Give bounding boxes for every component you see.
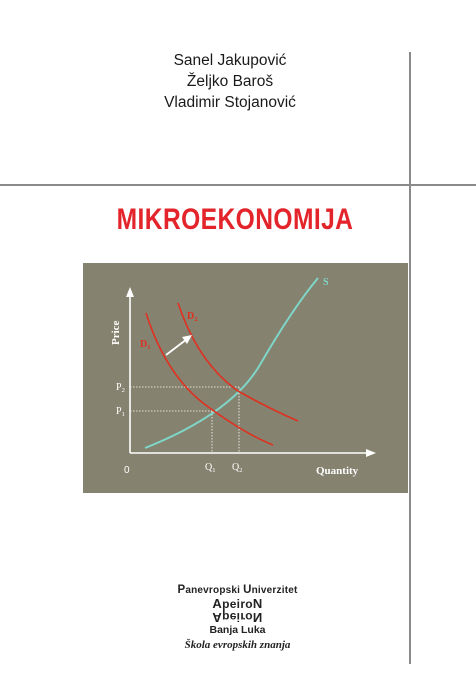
tick-label-p1: $P_1$: [116, 406, 125, 418]
horizontal-rule: [0, 184, 476, 186]
origin-label: 0: [124, 465, 130, 476]
author-name: Vladimir Stojanović: [164, 94, 296, 111]
vertical-rule: [409, 52, 411, 664]
shift-arrow: [166, 339, 187, 355]
university-name: Panevropski Univerzitet: [177, 584, 298, 596]
apeiron-logo-reflection: ApeiroN: [212, 610, 263, 625]
chart-panel: [83, 263, 408, 493]
x-axis-label: Quantity: [316, 465, 359, 477]
tick-label-q1: $Q_1$: [205, 462, 216, 474]
tick-label-p2: $P_2$: [116, 382, 125, 394]
author-name: Sanel Jakupović: [173, 52, 287, 69]
demand-curve-d1: [146, 313, 273, 445]
series-label-d2: $D_2$: [187, 311, 198, 323]
y-axis-arrowhead: [126, 287, 134, 297]
apeiron-logo: ApeiroN: [212, 596, 263, 611]
supply-demand-chart: [83, 263, 408, 493]
series-label-s: S: [323, 277, 329, 288]
book-title: MIKROEKONOMIJA: [116, 203, 354, 236]
series-label-d1: $D_1$: [140, 339, 151, 351]
author-name: Željko Baroš: [186, 73, 274, 90]
tick-label-q2: $Q_2$: [232, 462, 243, 474]
publisher-block: [150, 584, 325, 651]
x-axis-arrowhead: [366, 449, 376, 457]
publisher-city: Banja Luka: [209, 624, 266, 636]
y-axis-label: Price: [110, 320, 122, 345]
author-list: [150, 50, 310, 113]
publisher-motto: Škola evropskih znanja: [184, 639, 291, 651]
